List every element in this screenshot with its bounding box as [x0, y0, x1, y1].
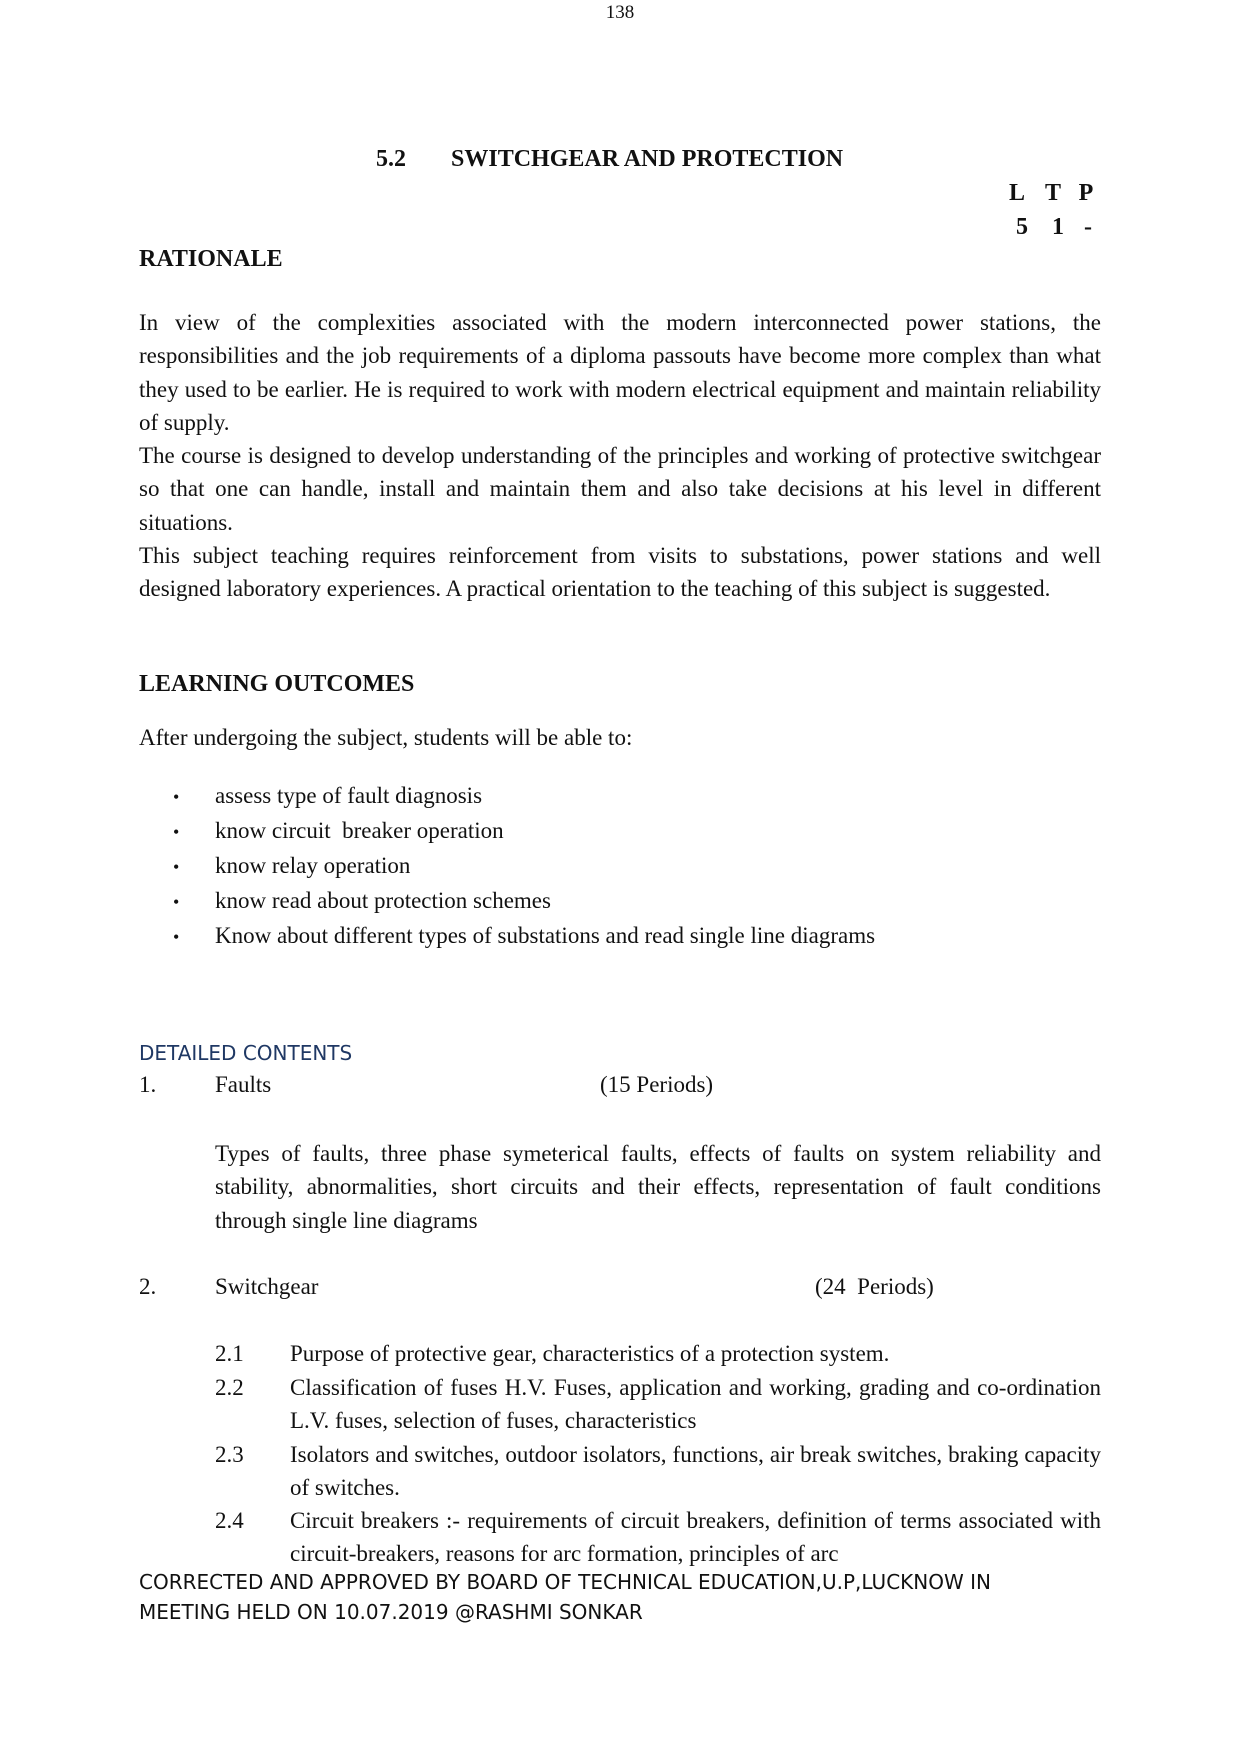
rationale-heading: RATIONALE — [139, 246, 283, 272]
section-body: Types of faults, three phase symeterical faults, effects of faults on system reliability and stability, abnormalities, short circuits and their effects, representation of fault conditions through single line diagrams — [215, 1141, 1101, 1233]
list-item-text: know read about protection schemes — [215, 888, 551, 913]
ltp-header-p: P — [1078, 180, 1094, 206]
list-item-text: assess type of fault diagnosis — [215, 783, 483, 808]
section-title: Faults — [215, 1072, 272, 1097]
list-item — [173, 778, 482, 813]
bullet-icon: • — [173, 857, 180, 877]
subitem-number: 2.1 — [215, 1341, 244, 1366]
subitem-number: 2.3 — [215, 1442, 244, 1467]
page-title: SWITCHGEAR AND PROTECTION — [451, 146, 844, 172]
bullet-icon: • — [173, 892, 180, 912]
subitem-text: Purpose of protective gear, characteristics of a protection system. — [290, 1341, 890, 1366]
detailed-contents-heading: DETAILED CONTENTS — [139, 1041, 353, 1065]
rationale-paragraph: In view of the complexities associated with the modern interconnected power stations, the responsibilities and the job requirements of a diploma passouts have become more complex than what they used to be earlier. He is required to work with modern electrical equipment and maintain reliability of supply. — [139, 310, 1101, 435]
section-number: 5.2 — [376, 146, 406, 172]
section-periods: (24 Periods) — [815, 1274, 934, 1299]
section-periods: (15 Periods) — [600, 1072, 714, 1097]
ltp-value-t: 1 — [1052, 214, 1064, 240]
subitem-number: 2.4 — [215, 1508, 244, 1533]
footer-line: CORRECTED AND APPROVED BY BOARD OF TECHNICAL EDUCATION,U.P,LUCKNOW IN — [139, 1570, 991, 1594]
subitem-text: Circuit breakers :- requirements of circuit breakers, definition of terms associated with circuit-breakers, reasons for arc formation, principles of arc — [290, 1508, 1101, 1567]
section-number: 1. — [139, 1072, 157, 1097]
list-item — [173, 918, 875, 953]
learning-outcomes-heading: LEARNING OUTCOMES — [139, 671, 415, 697]
subitem-text: Classification of fuses H.V. Fuses, application and working, grading and co-ordination L.V. fuses, selection of fuses, characteristics — [290, 1375, 1101, 1434]
list-item-text: know relay operation — [215, 853, 411, 878]
bullet-icon: • — [173, 787, 180, 807]
ltp-value-p: - — [1084, 214, 1092, 240]
page-number: 138 — [605, 2, 635, 23]
footer-line: MEETING HELD ON 10.07.2019 @RASHMI SONKAR — [139, 1600, 643, 1624]
list-item-text: know circuit breaker operation — [215, 818, 504, 843]
subitem-number: 2.2 — [215, 1375, 244, 1400]
list-item — [173, 883, 551, 918]
list-item-text: Know about different types of substations and read single line diagrams — [215, 923, 876, 948]
subitem-text: Isolators and switches, outdoor isolators, functions, air break switches, braking capacity of switches. — [290, 1442, 1101, 1501]
section-number: 2. — [139, 1274, 157, 1299]
list-item — [173, 848, 410, 883]
ltp-header-t: T — [1044, 180, 1061, 206]
ltp-header-l: L — [1008, 180, 1025, 206]
ltp-value-l: 5 — [1016, 214, 1028, 240]
rationale-paragraph: This subject teaching requires reinforcement from visits to substations, power stations and well designed laboratory experiences. A practical orientation to the teaching of this subject is suggested. — [139, 543, 1101, 602]
bullet-icon: • — [173, 822, 180, 842]
rationale-paragraph: The course is designed to develop understanding of the principles and working of protective switchgear so that one can handle, install and maintain them and also take decisions at his level in different situations. — [139, 443, 1101, 535]
bullet-icon: • — [173, 927, 180, 947]
learning-outcomes-intro: After undergoing the subject, students will be able to: — [139, 725, 633, 750]
section-title: Switchgear — [215, 1274, 319, 1299]
list-item — [173, 813, 504, 848]
